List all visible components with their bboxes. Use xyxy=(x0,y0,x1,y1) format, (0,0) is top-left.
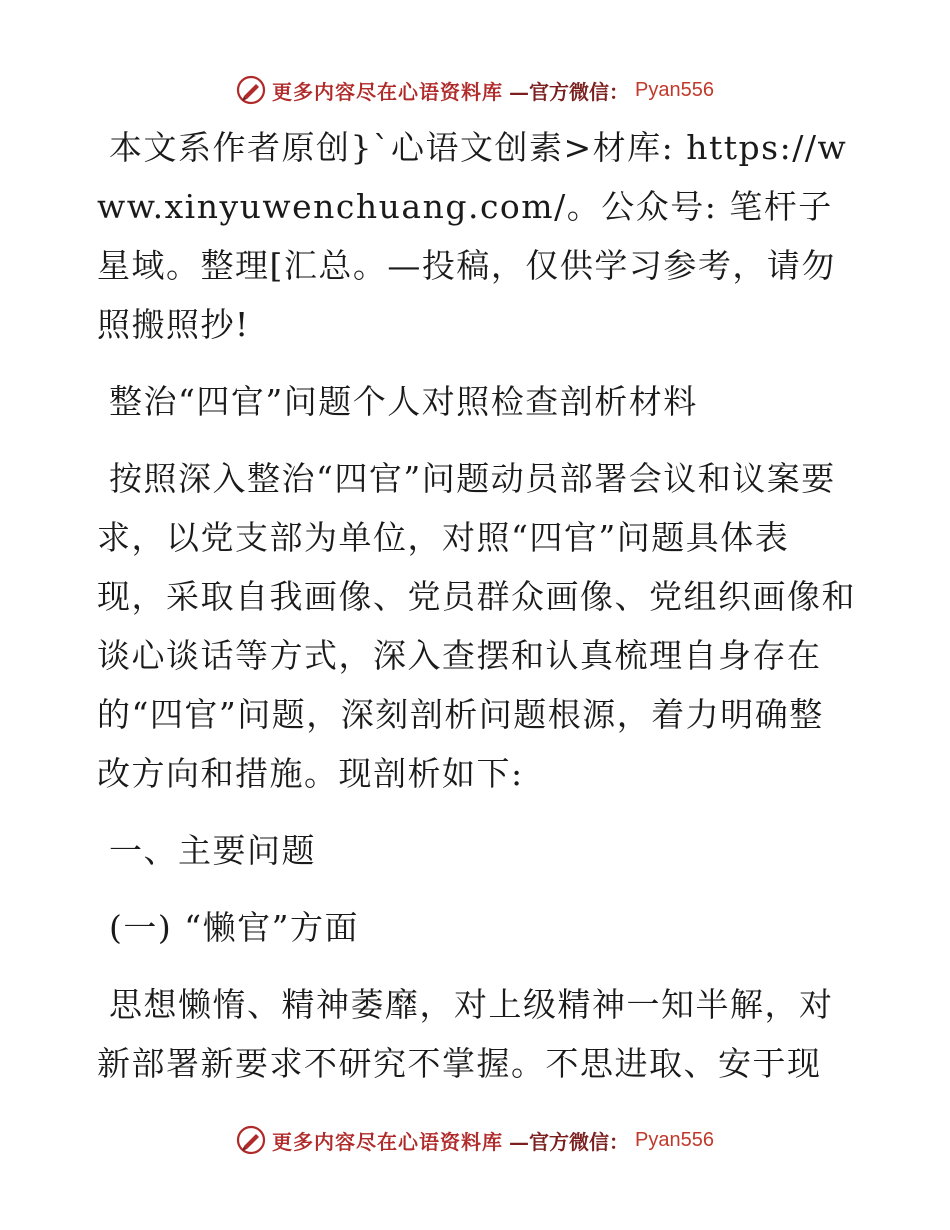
header-banner-mid: —官方微信： xyxy=(509,79,630,104)
header-banner xyxy=(0,70,950,110)
pen-logo-icon xyxy=(236,75,266,105)
subsection-heading-1: (一) “懒官”方面 xyxy=(109,908,359,947)
footer-banner-id: Pyan556 xyxy=(635,1128,714,1151)
document-body xyxy=(97,118,857,1093)
body-paragraph-2: 思想懒惰、精神萎靡，对上级精神一知半解，对新部署新要求不研究不掌握。不思进取、安于现 xyxy=(97,985,834,1083)
header-banner-main: 更多内容尽在心语资料库 xyxy=(272,79,504,104)
pen-logo-icon xyxy=(236,1125,266,1155)
header-banner-id: Pyan556 xyxy=(635,78,714,101)
footer-banner xyxy=(0,1120,950,1160)
intro-paragraph: 本文系作者原创}`心语文创素>材库: https://www.xinyuwenchuang.com/。公众号: 笔杆子星域。整理[汇总。—投稿，仅供学习参考，请勿照搬照抄! xyxy=(97,128,848,344)
footer-banner-mid: —官方微信： xyxy=(509,1129,630,1154)
document-title: 整治“四官”问题个人对照检查剖析材料 xyxy=(109,382,698,421)
section-heading-1: 一、主要问题 xyxy=(109,831,316,870)
footer-banner-main: 更多内容尽在心语资料库 xyxy=(272,1129,504,1154)
body-paragraph-1: 按照深入整治“四官”问题动员部署会议和议案要求，以党支部为单位，对照“四官”问题具体表现，采取自我画像、党员群众画像、党组织画像和谈心谈话等方式，深入查摆和认真梳理自身存在的“四官”问题，深刻剖析问题根源，着力明确整改方向和措施。现剖析如下: xyxy=(97,459,856,793)
